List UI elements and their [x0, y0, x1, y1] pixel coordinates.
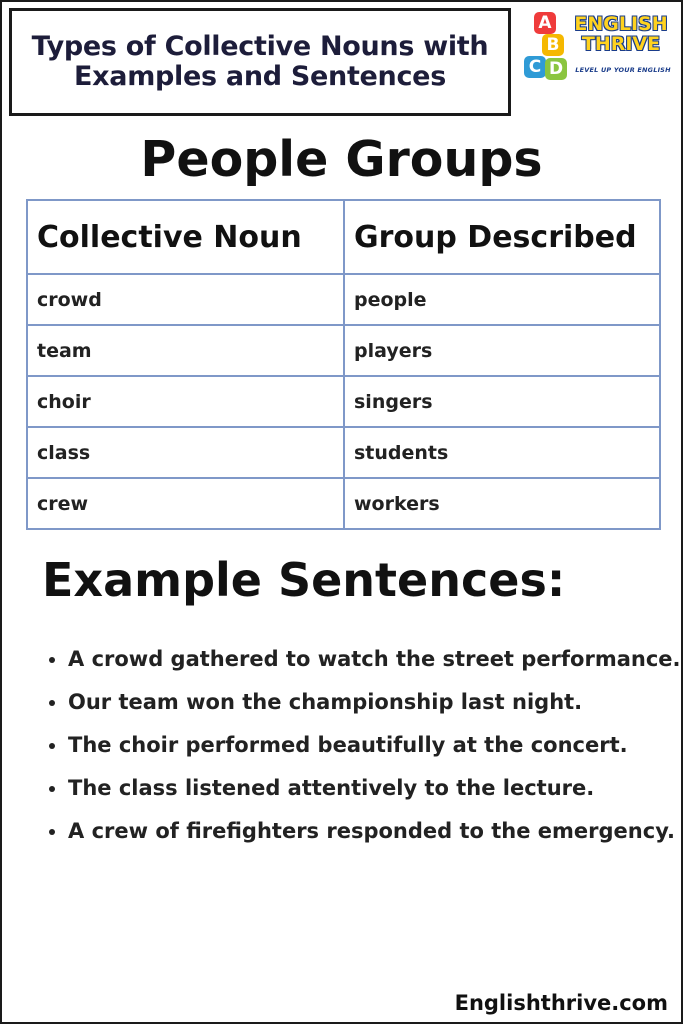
- logo-brand-line-2: THRIVE: [581, 33, 661, 55]
- list-item: • A crew of firefighters responded to the emergency.: [68, 810, 683, 853]
- example-sentences-list: [40, 638, 683, 853]
- collective-nouns-table: [26, 199, 661, 530]
- list-item: • Our team won the championship last night.: [68, 681, 683, 724]
- list-item: • A crowd gathered to watch the street performance.: [68, 638, 683, 681]
- logo-tile-a: A: [534, 12, 556, 34]
- section-title: People Groups: [140, 131, 543, 188]
- table-cell-group: singers: [344, 376, 660, 427]
- page-title: Types of Collective Nouns with Examples and Sentences: [31, 31, 489, 92]
- title-box: [9, 8, 511, 116]
- english-thrive-logo: [524, 10, 674, 82]
- table-row: [27, 427, 660, 478]
- table-cell-group: players: [344, 325, 660, 376]
- table-row: [27, 274, 660, 325]
- table-cell-noun: crowd: [27, 274, 344, 325]
- logo-tile-d: D: [545, 58, 567, 80]
- table-row: [27, 478, 660, 529]
- table-cell-group: people: [344, 274, 660, 325]
- table-cell-noun: team: [27, 325, 344, 376]
- table-row: [27, 325, 660, 376]
- logo-tile-c: C: [524, 56, 546, 78]
- footer-site: Englishthrive.com: [454, 991, 668, 1015]
- logo-tile-b: B: [542, 34, 564, 56]
- table-cell-noun: class: [27, 427, 344, 478]
- table-cell-noun: choir: [27, 376, 344, 427]
- examples-title: Example Sentences:: [42, 553, 566, 607]
- column-header-group-described: Group Described: [344, 200, 660, 274]
- table-row: [27, 376, 660, 427]
- column-header-collective-noun: Collective Noun: [27, 200, 344, 274]
- table-cell-group: workers: [344, 478, 660, 529]
- table-header-row: [27, 200, 660, 274]
- list-item: • The class listened attentively to the lecture.: [68, 767, 683, 810]
- logo-tagline: LEVEL UP YOUR ENGLISH: [575, 66, 671, 74]
- table-cell-noun: crew: [27, 478, 344, 529]
- logo-brand: [568, 14, 674, 54]
- logo-brand-line-1: ENGLISH: [574, 13, 668, 35]
- list-item: • The choir performed beautifully at the concert.: [68, 724, 683, 767]
- table-cell-group: students: [344, 427, 660, 478]
